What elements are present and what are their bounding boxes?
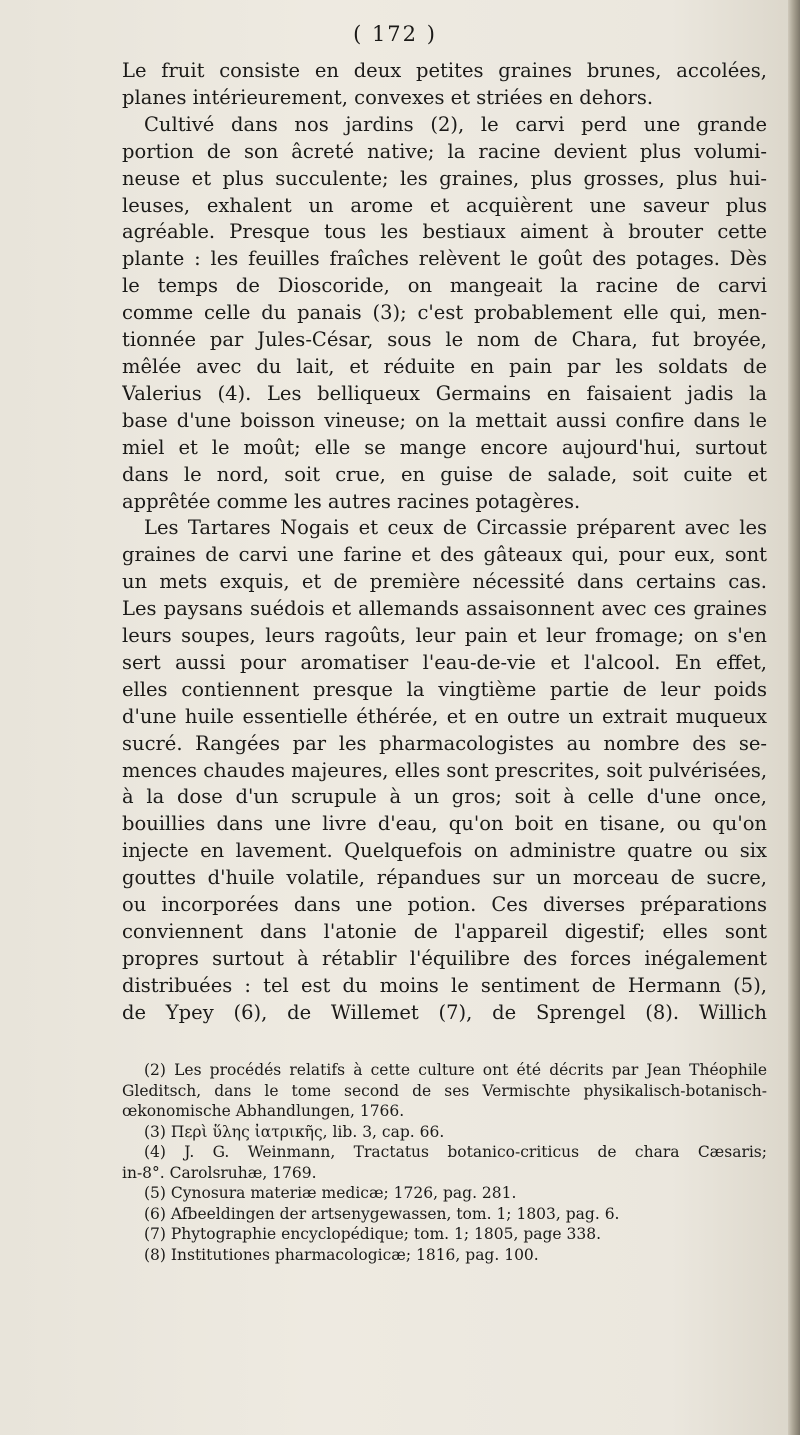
page-edge-shadow	[788, 0, 800, 1435]
text-line: Le fruit consiste en deux petites graines brunes, accolées,	[122, 59, 767, 82]
text-line: de Ypey (6), de Willemet (7), de Sprengel (8). Willich	[122, 1000, 767, 1024]
footnote-line: (4) J. G. Weinmann, Tractatus botanico-criticus de chara Cæsaris;	[144, 1143, 767, 1161]
text-line: Les Tartares Nogais et ceux de Circassie préparent avec les	[144, 516, 767, 540]
text-line: Cultivé dans nos jardins (2), le carvi perd une grande	[144, 112, 767, 136]
footnotes	[122, 1060, 767, 1265]
text-line: planes intérieurement, convexes et striées en dehors.	[122, 85, 654, 109]
text-line: conviennent dans l'atonie de l'appareil digestif; elles sont	[122, 920, 767, 943]
text-line: graines de carvi une farine et des gâteaux qui, pour eux, sont	[122, 543, 767, 567]
text-line: Valerius (4). Les belliqueux Germains en faisaient jadis la	[122, 381, 767, 405]
text-line: dans le nord, soit crue, en guise de salade, soit cuite et	[122, 462, 767, 486]
text-line: mences chaudes majeures, elles sont prescrites, soit pulvérisées,	[122, 758, 767, 782]
text-line: d'une huile essentielle éthérée, et en outre un extrait muqueux	[122, 704, 767, 728]
text-line: Les paysans suédois et allemands assaisonnent avec ces graines	[122, 597, 767, 621]
footnote-line: (6) Afbeeldingen der artsenygewassen, tom. 1; 1803, pag. 6.	[144, 1204, 620, 1223]
text-line: plante : les feuilles fraîches relèvent le goût des potages. Dès	[122, 247, 767, 271]
body-text	[122, 58, 767, 1027]
footnote-line: (2) Les procédés relatifs à cette culture ont été décrits par Jean Théophile	[144, 1061, 767, 1079]
text-line: mêlée avec du lait, et réduite en pain par les soldats de	[122, 354, 767, 378]
text-line: injecte en lavement. Quelquefois on administre quatre ou six	[122, 839, 767, 863]
footnote-line: (7) Phytographie encyclopédique; tom. 1; 1805, page 338.	[144, 1225, 602, 1243]
page-number: ( 172 )	[353, 22, 437, 46]
text-line: le temps de Dioscoride, on mangeait la racine de carvi	[122, 274, 767, 298]
text-line: agréable. Presque tous les bestiaux aiment à brouter cette	[122, 220, 767, 244]
text-line: tionnée par Jules-César, sous le nom de Chara, fut broyée,	[122, 328, 767, 352]
text-line: neuse et plus succulente; les graines, plus grosses, plus hui-	[122, 166, 767, 190]
text-line: base d'une boisson vineuse; on la mettait aussi confire dans le	[122, 408, 767, 432]
text-line: bouillies dans une livre d'eau, qu'on boit en tisane, ou qu'on	[122, 812, 767, 836]
text-line: sert aussi pour aromatiser l'eau-de-vie et l'alcool. En effet,	[122, 650, 767, 674]
text-line: un mets exquis, et de première nécessité dans certains cas.	[122, 570, 767, 594]
text-line: apprêtée comme les autres racines potagères.	[122, 489, 581, 513]
text-line: sucré. Rangées par les pharmacologistes au nombre des se-	[122, 731, 767, 755]
footnote-line: (5) Cynosura materiæ medicæ; 1726, pag. 281.	[144, 1184, 517, 1202]
footnote-line: in-8°. Carolsruhæ, 1769.	[122, 1163, 317, 1182]
text-line: leuses, exhalent un arome et acquièrent une saveur plus	[122, 193, 767, 217]
footnote-line: (3) Περὶ ὕλης ἰατρικῆς, lib. 3, cap. 66.	[144, 1122, 445, 1141]
footnote-line: Gleditsch, dans le tome second de ses Vermischte physikalisch-botanisch-	[122, 1081, 767, 1100]
text-line: elles contiennent presque la vingtième partie de leur poids	[122, 677, 767, 701]
text-line: à la dose d'un scrupule à un gros; soit à celle d'une once,	[122, 785, 767, 809]
text-line: gouttes d'huile volatile, répandues sur un morceau de sucre,	[122, 866, 767, 890]
text-line: portion de son âcreté native; la racine devient plus volumi-	[122, 139, 767, 163]
text-line: comme celle du panais (3); c'est probablement elle qui, men-	[122, 301, 767, 325]
text-line: propres surtout à rétablir l'équilibre des forces inégalement	[122, 946, 767, 970]
text-line: distribuées : tel est du moins le sentiment de Hermann (5),	[122, 973, 767, 997]
text-line: miel et le moût; elle se mange encore aujourd'hui, surtout	[122, 435, 767, 459]
footnote-line: (8) Institutiones pharmacologicæ; 1816, pag. 100.	[144, 1245, 539, 1264]
text-line: ou incorporées dans une potion. Ces diverses préparations	[122, 893, 767, 917]
footnote-line: œkonomische Abhandlungen, 1766.	[122, 1102, 405, 1120]
text-line: leurs soupes, leurs ragoûts, leur pain et leur fromage; on s'en	[122, 624, 767, 648]
